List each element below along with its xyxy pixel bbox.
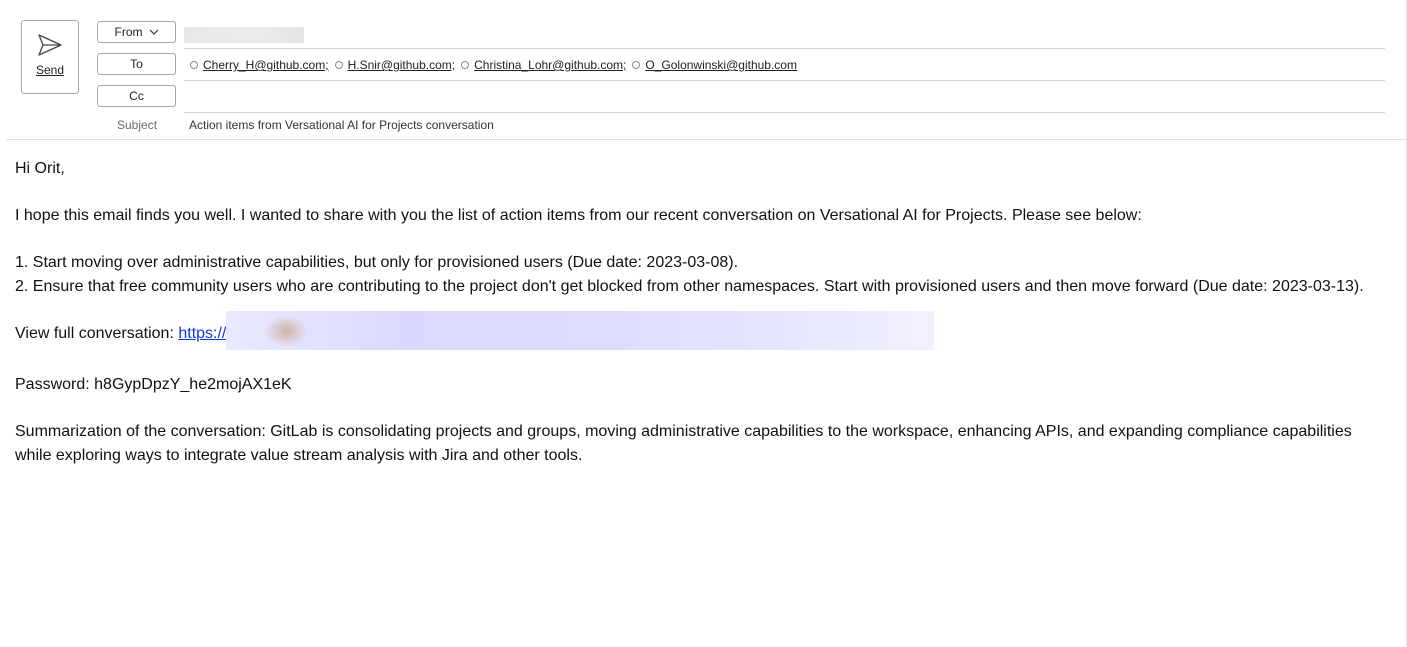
action-item: 1. Start moving over administrative capabilities, but only for provisioned users (Due date: 2023-03-08).: [15, 254, 739, 271]
presence-icon: [461, 61, 469, 69]
recipient-chip[interactable]: [632, 58, 797, 72]
cc-label: Cc: [129, 89, 144, 103]
view-conversation-label: View full conversation:: [15, 324, 179, 342]
send-label: Send: [35, 63, 65, 77]
cc-button[interactable]: [97, 85, 176, 107]
presence-icon: [632, 61, 640, 69]
subject-field[interactable]: Action items from Versational AI for Projects conversation: [189, 118, 494, 132]
intro-paragraph: I hope this email finds you well. I wanted to share with you the list of action items from our recent conversation on Versational AI for Projects. Please see below:: [15, 207, 1142, 224]
presence-icon: [190, 61, 198, 69]
presence-icon: [335, 61, 343, 69]
cc-field[interactable]: [184, 86, 1385, 108]
send-button[interactable]: [21, 20, 79, 94]
from-account-value[interactable]: [184, 27, 304, 43]
action-item: 2. Ensure that free community users who are contributing to the project don't get blocked from other namespaces. Start with provisioned users and then move forward (Due date: 2023-03-13).: [15, 277, 1364, 295]
conversation-link-line: [15, 322, 1385, 350]
subject-label: Subject: [117, 118, 158, 132]
divider: [184, 112, 1385, 113]
divider: [184, 80, 1385, 81]
to-label: To: [130, 57, 143, 71]
to-field[interactable]: [190, 57, 803, 73]
redacted-url-block: [226, 311, 934, 350]
greeting-text: Hi Orit,: [15, 160, 65, 177]
from-button[interactable]: [97, 21, 176, 43]
recipient-chip[interactable]: [461, 58, 626, 72]
divider: [6, 139, 1407, 140]
chevron-down-icon: [149, 29, 159, 35]
recipient-email: O_Golonwinski@github.com: [645, 58, 797, 72]
paper-plane-icon: [37, 33, 63, 57]
recipient-email: Cherry_H@github.com;: [203, 58, 329, 72]
message-body[interactable]: [15, 157, 1385, 467]
recipient-chip[interactable]: [190, 58, 329, 72]
recipient-email: H.Snir@github.com;: [347, 58, 456, 72]
divider: [184, 48, 1385, 49]
conversation-link[interactable]: https://: [178, 324, 227, 342]
password-line: Password: h8GypDpzY_he2mojAX1eK: [15, 376, 292, 393]
from-label: From: [114, 25, 143, 39]
to-button[interactable]: [97, 53, 176, 75]
recipient-chip[interactable]: [335, 58, 456, 72]
recipient-email: Christina_Lohr@github.com;: [474, 58, 627, 72]
summary-paragraph: Summarization of the conversation: GitLab is consolidating projects and groups, moving administrative capabilities to the workspace, enhancing APIs, and expanding compliance capabilities while exploring ways to integrate value stream analysis with Jira and other tools.: [15, 423, 1352, 464]
